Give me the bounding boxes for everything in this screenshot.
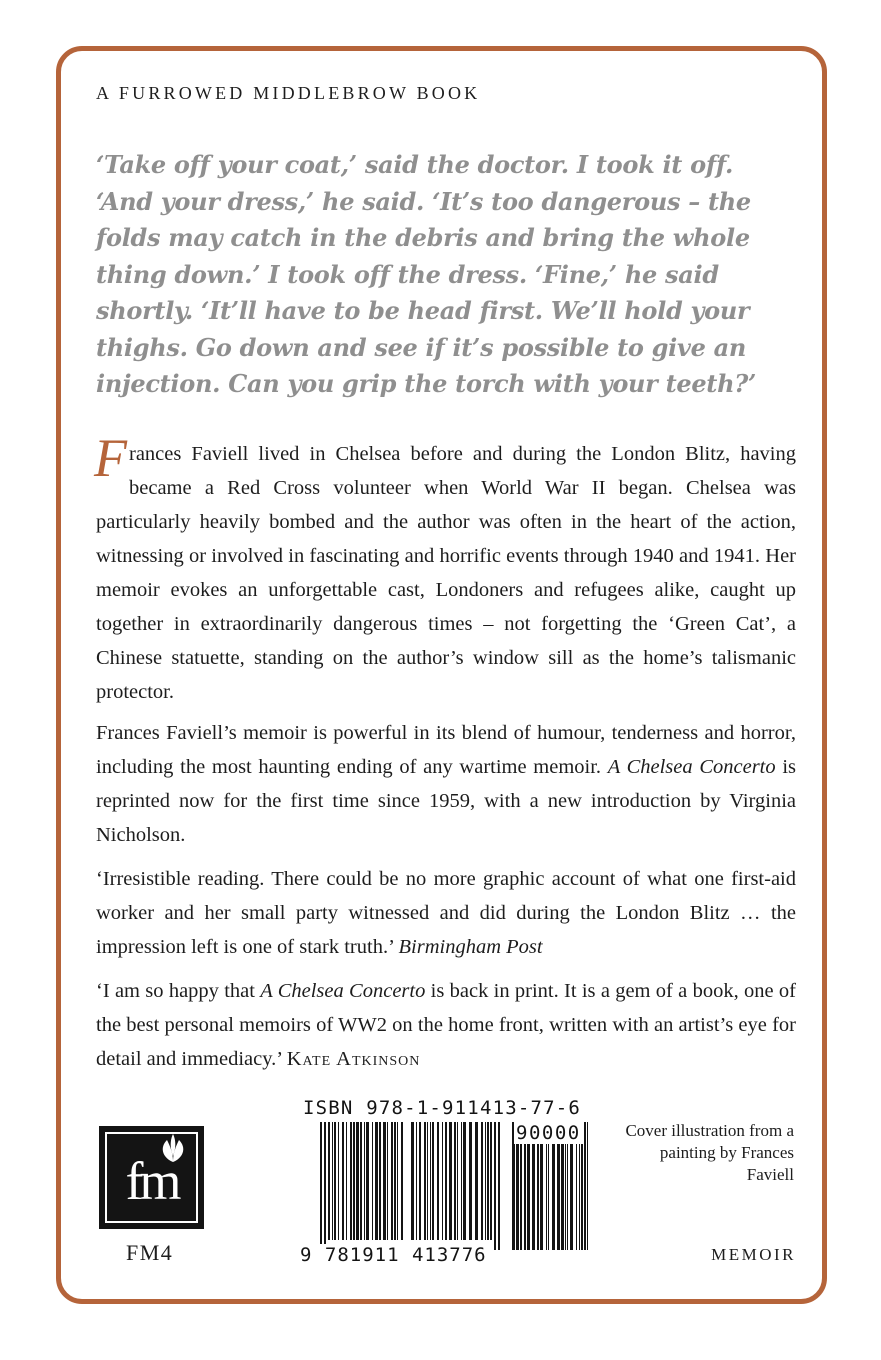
barcode-bar — [375, 1122, 378, 1240]
barcode-bar — [416, 1122, 417, 1240]
logo-text: fm — [125, 1151, 178, 1211]
barcode-bar — [391, 1122, 393, 1240]
barcode-bar — [469, 1122, 472, 1240]
drop-cap: F — [94, 428, 127, 488]
review-paragraph-2 — [96, 974, 796, 1076]
review-2-source: Kate Atkinson — [286, 1048, 421, 1070]
review-2-text-a: ‘I am so happy that — [96, 980, 261, 1002]
price-code: 90000 — [516, 1122, 581, 1144]
barcode-bar — [338, 1122, 339, 1240]
barcode-bar — [401, 1122, 403, 1240]
barcode-bar — [427, 1122, 428, 1240]
guard-bar — [324, 1122, 326, 1250]
description-text: rances Faviell lived in Chelsea before and during the London Blitz, having became a Red Cross volunteer when World War II began. Chelsea was particularly heavily bombed and the author was often in the heart of the action, witnessing or involved in fascinating and horrific events through 1940 and 1941. Her memoir evokes an unforgettable cast, Londoners and refugees alike, caught up together in extraordinarily dangerous times – not forgetting the ‘Green Cat’, a Chinese statuette, standing on the author’s window sill as the home’s talismanic protector. — [96, 443, 796, 703]
barcode-bar — [332, 1122, 333, 1240]
barcode-bar — [449, 1122, 452, 1240]
addon-bar — [587, 1122, 588, 1250]
addon-bar — [584, 1122, 586, 1250]
barcode-digits: 9 781911 413776 — [300, 1244, 487, 1266]
isbn-label: ISBN 978-1-911413-77-6 — [303, 1097, 582, 1119]
barcode-bar — [350, 1122, 352, 1240]
barcode-bar — [445, 1122, 447, 1240]
barcode-bar — [397, 1122, 398, 1240]
review-1-text: ‘Irresistible reading. There could be no more graphic account of what one first-aid worker and her small party witnessed and did during the London Blitz … the impression left is one of stark truth.’ — [96, 868, 796, 958]
book-title-2: A Chelsea Concerto — [260, 980, 426, 1002]
barcode-bar — [387, 1122, 388, 1240]
description-paragraph — [94, 428, 796, 709]
series-label: A FURROWED MIDDLEBROW BOOK — [96, 83, 481, 103]
barcode-bar — [490, 1122, 492, 1240]
guard-bar — [320, 1122, 322, 1250]
barcode-bar — [463, 1122, 466, 1240]
barcode-bar — [419, 1122, 421, 1240]
barcode-bar — [487, 1122, 489, 1240]
barcode-bar — [379, 1122, 381, 1240]
review-paragraph-1 — [96, 862, 796, 964]
review-1-source: Birmingham Post — [398, 936, 543, 958]
barcode-bar — [437, 1122, 439, 1240]
barcode-bar — [353, 1122, 355, 1240]
pull-quote: ‘Take off your coat,’ said the doctor. I took it off. ‘And your dress,’ he said. ‘It’s too dangerous – the folds may catch in the debris and bring the whole thing down.’ I took off the dress. ‘Fine,’ he said shortly. ‘It’ll have to be head first. We’ll hold your thighs. Go down and see if it’s possible to give an injection. Can you grip the torch with your teeth?’ — [96, 150, 757, 398]
barcode-bar — [394, 1122, 396, 1240]
barcode-bar — [366, 1122, 369, 1240]
summary-text-b: is reprinted now for the first time since 1959, with a new introduction by Virginia Nicholson. — [96, 756, 796, 846]
barcode-bar — [430, 1122, 431, 1240]
genre-label: MEMOIR — [711, 1245, 796, 1264]
cover-credit: Cover illustration from a painting by Frances Faviell — [625, 1121, 794, 1184]
barcode-bar — [383, 1122, 386, 1240]
barcode-bar — [442, 1122, 443, 1240]
barcode-bar — [424, 1122, 426, 1240]
summary-text-a: Frances Faviell’s memoir is powerful in its blend of humour, tenderness and horror, including the most haunting ending of any wartime memoir. — [96, 722, 796, 778]
guard-bar — [494, 1122, 496, 1250]
barcode-bar — [485, 1122, 486, 1240]
barcode-bar — [432, 1122, 434, 1240]
barcode-bar — [342, 1122, 344, 1240]
barcode-bar — [328, 1122, 330, 1240]
barcode-bar — [356, 1122, 359, 1240]
barcode-bar — [461, 1122, 462, 1240]
barcode-bar — [411, 1122, 414, 1240]
barcode-bar — [481, 1122, 483, 1240]
publisher-logo — [99, 1126, 204, 1229]
barcode-bar — [334, 1122, 336, 1240]
book-title: A Chelsea Concerto — [607, 756, 776, 778]
barcode-bar — [360, 1122, 362, 1240]
barcode-bar — [346, 1122, 347, 1240]
catalog-code: FM4 — [126, 1240, 174, 1265]
guard-bar — [498, 1122, 500, 1250]
review-2-text-b: is back in print. It is a gem of a book, one of the best personal memoirs of WW2 on the home front, written with an artist’s eye for detail and immediacy.’ — [96, 980, 796, 1070]
barcode-bar — [457, 1122, 458, 1240]
barcode-bar — [454, 1122, 456, 1240]
barcode-bar — [364, 1122, 365, 1240]
summary-paragraph — [96, 716, 796, 852]
barcode-bar — [372, 1122, 373, 1240]
barcode-bar — [475, 1122, 478, 1240]
